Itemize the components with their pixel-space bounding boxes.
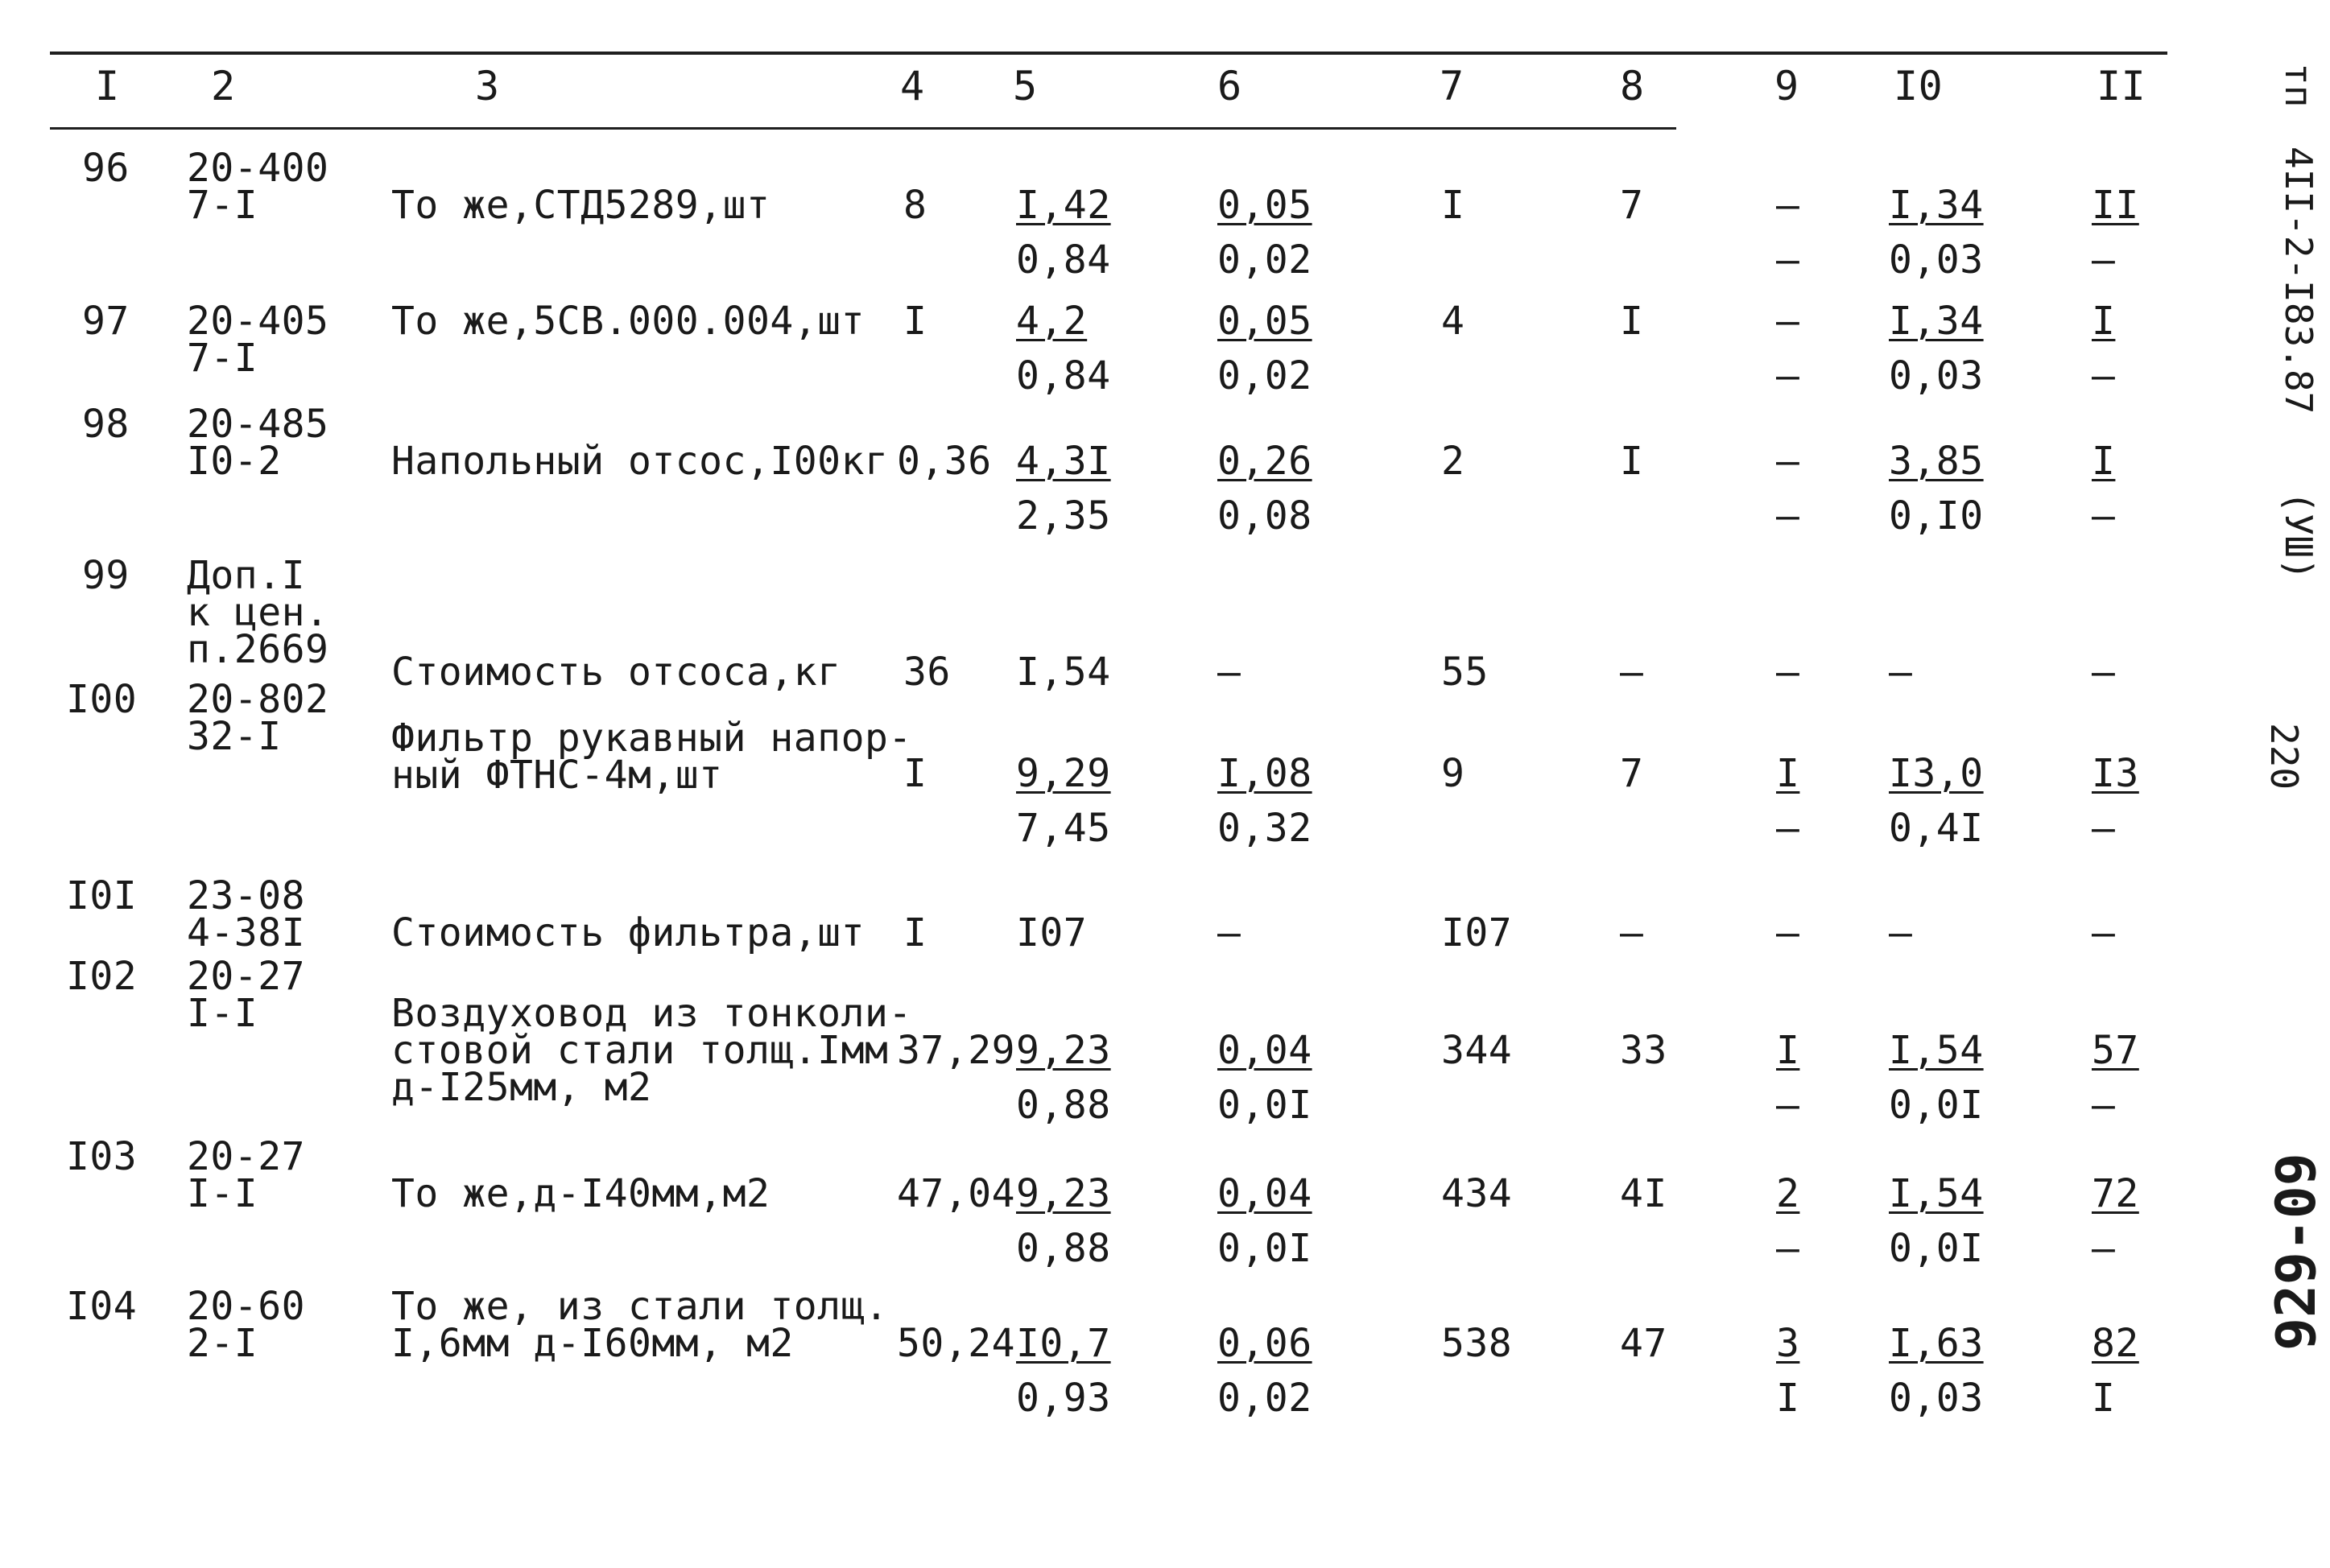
row-c9-bottom: –: [1776, 237, 1800, 283]
row-c6-bottom: 0,08: [1217, 493, 1312, 538]
row-c5-top: I07: [1016, 910, 1088, 955]
row-description: Фильтр рукавный напор- ный ФТНС-4м,шт: [391, 716, 912, 798]
row-c5-top: I0,7: [1016, 1321, 1111, 1366]
row-description: Напольный отсос,I00кг: [391, 439, 889, 484]
row-quantity: 8: [903, 183, 927, 228]
row-c7: I07: [1441, 910, 1513, 955]
row-number: 97: [82, 299, 130, 344]
row-c11-top: –: [2092, 910, 2116, 955]
row-c7: I: [1441, 183, 1465, 228]
row-c6-top: I,08: [1217, 751, 1312, 796]
row-description: То же,д-I40мм,м2: [391, 1171, 770, 1216]
row-c10-bottom: 0,03: [1889, 353, 1984, 398]
row-c9-bottom: –: [1776, 1083, 1800, 1128]
row-c6-top: 0,04: [1217, 1028, 1312, 1073]
row-c10-bottom: 0,0I: [1889, 1083, 1984, 1128]
row-c10-top: I,34: [1889, 299, 1984, 344]
header-rule: [50, 127, 1676, 130]
row-number: I04: [66, 1284, 138, 1329]
row-description: То же,СТД5289,шт: [391, 183, 770, 228]
row-c7: 344: [1441, 1028, 1513, 1073]
row-price-code: 23-08 4-38I: [187, 873, 305, 955]
row-number: 96: [82, 146, 130, 191]
row-c6-top: 0,26: [1217, 439, 1312, 484]
row-price-code: Доп.I к цен. п.2669: [187, 553, 329, 672]
row-c5-bottom: 0,84: [1016, 353, 1111, 398]
row-c10-top: I3,0: [1889, 751, 1984, 796]
row-c5-top: 4,3I: [1016, 439, 1111, 484]
row-quantity: 36: [903, 650, 951, 695]
row-c5-bottom: 0,93: [1016, 1376, 1111, 1421]
row-c8: 33: [1620, 1028, 1667, 1073]
row-c8: –: [1620, 910, 1644, 955]
row-c9-top: 3: [1776, 1321, 1800, 1366]
row-c6-top: 0,05: [1217, 299, 1312, 344]
row-c6-top: 0,05: [1217, 183, 1312, 228]
column-header-10: I0: [1894, 63, 1944, 109]
row-c11-top: I: [2092, 299, 2116, 344]
row-c7: 55: [1441, 650, 1489, 695]
row-c5-top: I,42: [1016, 183, 1111, 228]
row-c8: 4I: [1620, 1171, 1667, 1216]
row-c9-top: –: [1776, 910, 1800, 955]
row-c6-bottom: 0,0I: [1217, 1226, 1312, 1271]
row-c10-bottom: 0,0I: [1889, 1226, 1984, 1271]
row-number: I02: [66, 954, 138, 999]
row-c9-top: I: [1776, 1028, 1800, 1073]
row-c8: 7: [1620, 751, 1644, 796]
row-c10-top: I,54: [1889, 1171, 1984, 1216]
row-price-code: 20-400 7-I: [187, 146, 329, 228]
side-stamp-number: 929-09: [2265, 1153, 2328, 1351]
row-quantity: 50,24: [897, 1321, 1015, 1366]
column-header-5: 5: [1013, 63, 1038, 109]
row-c11-bottom: –: [2092, 237, 2116, 283]
row-c11-bottom: I: [2092, 1376, 2116, 1421]
row-c11-top: I3: [2092, 751, 2139, 796]
row-c10-top: I,63: [1889, 1321, 1984, 1366]
row-c10-top: 3,85: [1889, 439, 1984, 484]
row-c6-top: 0,06: [1217, 1321, 1312, 1366]
row-c9-bottom: I: [1776, 1376, 1800, 1421]
row-c5-top: 4,2: [1016, 299, 1088, 344]
row-number: I0I: [66, 873, 138, 918]
row-c10-top: I,54: [1889, 1028, 1984, 1073]
row-number: I00: [66, 677, 138, 722]
row-description: То же,5СВ.000.004,шт: [391, 299, 865, 344]
column-header-9: 9: [1774, 63, 1799, 109]
row-c11-top: 57: [2092, 1028, 2139, 1073]
row-price-code: 20-27 I-I: [187, 954, 305, 1036]
row-c10-top: –: [1889, 910, 1913, 955]
row-c11-bottom: –: [2092, 493, 2116, 538]
row-number: 99: [82, 553, 130, 598]
row-c10-bottom: 0,03: [1889, 1376, 1984, 1421]
row-description: Стоимость фильтра,шт: [391, 910, 865, 955]
row-c11-bottom: –: [2092, 806, 2116, 851]
row-c9-top: 2: [1776, 1171, 1800, 1216]
row-c10-top: –: [1889, 650, 1913, 695]
row-c10-top: I,34: [1889, 183, 1984, 228]
row-c6-top: 0,04: [1217, 1171, 1312, 1216]
side-part-label: (УШ): [2277, 491, 2320, 580]
row-c11-top: –: [2092, 650, 2116, 695]
row-c7: 4: [1441, 299, 1465, 344]
row-c10-bottom: 0,03: [1889, 237, 1984, 283]
row-c8: 7: [1620, 183, 1644, 228]
column-header-6: 6: [1217, 63, 1242, 109]
row-c9-bottom: –: [1776, 806, 1800, 851]
row-c5-top: 9,23: [1016, 1171, 1111, 1216]
row-quantity: I: [903, 299, 927, 344]
row-c6-bottom: 0,32: [1217, 806, 1312, 851]
row-c10-bottom: 0,I0: [1889, 493, 1984, 538]
row-price-code: 20-60 2-I: [187, 1284, 305, 1366]
row-c11-top: 72: [2092, 1171, 2139, 1216]
row-c6-top: –: [1217, 650, 1241, 695]
column-header-7: 7: [1440, 63, 1465, 109]
row-c9-top: –: [1776, 183, 1800, 228]
row-c7: 9: [1441, 751, 1465, 796]
row-price-code: 20-802 32-I: [187, 677, 329, 759]
row-c11-bottom: –: [2092, 353, 2116, 398]
top-rule: [50, 52, 2167, 55]
row-c6-bottom: 0,02: [1217, 237, 1312, 283]
column-header-1: I: [95, 63, 120, 109]
row-c9-top: –: [1776, 650, 1800, 695]
column-header-3: 3: [475, 63, 500, 109]
row-quantity: 0,36: [897, 439, 992, 484]
row-c5-top: 9,29: [1016, 751, 1111, 796]
row-quantity: 47,04: [897, 1171, 1015, 1216]
column-header-2: 2: [211, 63, 236, 109]
row-c11-bottom: –: [2092, 1226, 2116, 1271]
row-c7: 434: [1441, 1171, 1513, 1216]
row-price-code: 20-27 I-I: [187, 1134, 305, 1216]
row-c11-bottom: –: [2092, 1083, 2116, 1128]
row-c8: 47: [1620, 1321, 1667, 1366]
row-c7: 538: [1441, 1321, 1513, 1366]
row-number: 98: [82, 402, 130, 447]
row-price-code: 20-485 I0-2: [187, 402, 329, 484]
row-c5-bottom: 0,84: [1016, 237, 1111, 283]
row-price-code: 20-405 7-I: [187, 299, 329, 381]
row-c5-bottom: 0,88: [1016, 1083, 1111, 1128]
row-description: Стоимость отсоса,кг: [391, 650, 841, 695]
column-header-4: 4: [900, 63, 925, 109]
row-c6-bottom: 0,02: [1217, 353, 1312, 398]
row-c8: I: [1620, 439, 1644, 484]
row-c6-top: –: [1217, 910, 1241, 955]
side-page-number: 220: [2262, 723, 2306, 790]
row-c11-top: I: [2092, 439, 2116, 484]
column-header-8: 8: [1620, 63, 1645, 109]
column-header-11: II: [2097, 63, 2146, 109]
side-document-number: 4II-2-I83.87: [2277, 146, 2320, 415]
row-c5-top: 9,23: [1016, 1028, 1111, 1073]
row-quantity: I: [903, 751, 927, 796]
row-quantity: I: [903, 910, 927, 955]
row-c9-top: I: [1776, 751, 1800, 796]
row-c9-bottom: –: [1776, 1226, 1800, 1271]
row-number: I03: [66, 1134, 138, 1179]
row-c8: –: [1620, 650, 1644, 695]
row-c10-bottom: 0,4I: [1889, 806, 1984, 851]
row-c6-bottom: 0,0I: [1217, 1083, 1312, 1128]
row-c5-bottom: 7,45: [1016, 806, 1111, 851]
side-tp-label: тп: [2277, 63, 2320, 108]
row-description: Воздуховод из тонколи- стовой стали толщ.Iмм д-I25мм, м2: [391, 991, 912, 1110]
row-description: То же, из стали толщ. I,6мм д-I60мм, м2: [391, 1284, 889, 1366]
row-c5-bottom: 0,88: [1016, 1226, 1111, 1271]
row-c9-top: –: [1776, 439, 1800, 484]
row-quantity: 37,29: [897, 1028, 1015, 1073]
row-c5-bottom: 2,35: [1016, 493, 1111, 538]
row-c11-top: II: [2092, 183, 2139, 228]
row-c11-top: 82: [2092, 1321, 2139, 1366]
row-c7: 2: [1441, 439, 1465, 484]
row-c6-bottom: 0,02: [1217, 1376, 1312, 1421]
row-c5-top: I,54: [1016, 650, 1111, 695]
row-c9-bottom: –: [1776, 353, 1800, 398]
row-c9-top: –: [1776, 299, 1800, 344]
row-c8: I: [1620, 299, 1644, 344]
row-c9-bottom: –: [1776, 493, 1800, 538]
